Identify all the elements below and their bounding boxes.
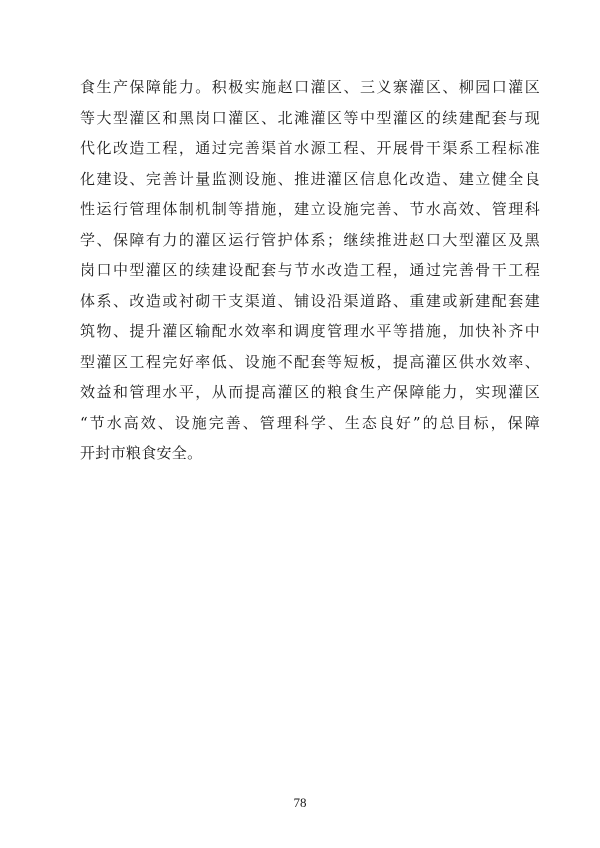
text-line: 性运行管理体制机制等措施，建立设施完善、节水高效、管理科 <box>80 200 540 218</box>
text-line: 代化改造工程，通过完善渠首水源工程、开展骨干渠系工程标准 <box>80 139 540 157</box>
text-line: 开封市粮食安全。 <box>80 444 203 462</box>
text-line: 筑物、提升灌区输配水效率和调度管理水平等措施，加快补齐中 <box>80 322 540 340</box>
text-line: 化建设、完善计量监测设施、推进灌区信息化改造、建立健全良 <box>80 169 540 188</box>
text-line: “节水高效、设施完善、管理科学、生态良好”的总目标，保障 <box>80 413 540 432</box>
text-line: 食生产保障能力。积极实施赵口灌区、三义寨灌区、柳园口灌区 <box>80 78 540 96</box>
text-line: 岗口中型灌区的续建设配套与节水改造工程，通过完善骨干工程 <box>80 261 540 279</box>
body-paragraph <box>80 72 540 469</box>
text-line: 效益和管理水平，从而提高灌区的粮食生产保障能力，实现灌区 <box>80 383 540 401</box>
text-line: 学、保障有力的灌区运行管护体系；继续推进赵口大型灌区及黑 <box>80 230 540 249</box>
page-number: 78 <box>293 795 307 810</box>
text-line: 型灌区工程完好率低、设施不配套等短板，提高灌区供水效率、 <box>80 352 540 371</box>
text-line: 等大型灌区和黑岗口灌区、北滩灌区等中型灌区的续建配套与现 <box>80 108 540 127</box>
text-line: 体系、改造或衬砌干支渠道、铺设沿渠道路、重建或新建配套建 <box>80 291 540 310</box>
